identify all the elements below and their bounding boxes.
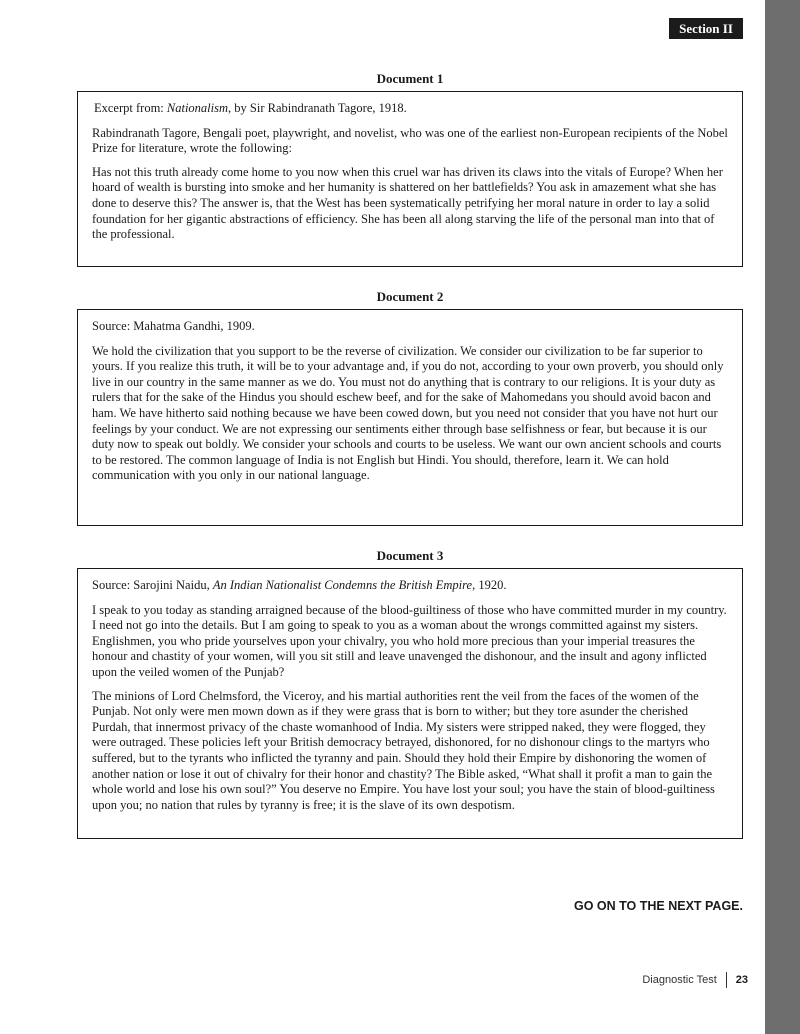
section-label: Section II bbox=[669, 18, 743, 39]
document-1-body: Has not this truth already come home to you now when this cruel war has driven its claws into the vitals of Europe? When her hoard of wealth is bursting into smoke and her humanity is shattered on her battlefields? You ask in amazement what she has done to deserve this? The answer is, that the West has been systematically petrifying her moral nature in order to lay a solid foundation for her gigantic abstractions of efficiency. She has been all along starving the life of the personal man into that of the professional. bbox=[92, 164, 723, 242]
document-3-work-title: An Indian Nationalist Condemns the British Empire bbox=[212, 578, 473, 592]
document-2-box bbox=[77, 309, 743, 526]
document-3-paragraph-1: I speak to you today as standing arraigned because of the blood-guiltiness of those who have committed murder in my country. I need not go into the details. But I am going to speak to you as a woman about the wrongs committed against my sisters. Englishmen, you who pride yourselves upon your chivalry, you who hold more precious than your imperial treasures the honour and chastity of your women, will you sit still and leave unavenged the dishonour, and the insult and agony inflicted upon the veiled women of the Punjab? bbox=[92, 602, 727, 679]
document-3-source: Source: Sarojini Naidu, An Indian Nationalist Condemns the British Empire, 1920. bbox=[92, 578, 507, 592]
side-bar bbox=[765, 0, 800, 1034]
document-2-title: Document 2 bbox=[376, 289, 444, 304]
document-1-intro: Rabindranath Tagore, Bengali poet, playwright, and novelist, who was one of the earliest non-European recipients of the Nobel Prize for literature, wrote the following: bbox=[92, 125, 728, 156]
footer-label: Diagnostic Test bbox=[642, 974, 717, 986]
document-2-source: Source: Mahatma Gandhi, 1909. bbox=[92, 319, 255, 333]
go-on-next-page: GO ON TO THE NEXT PAGE. bbox=[573, 899, 743, 913]
page-footer bbox=[642, 972, 748, 988]
document-1-work-title: Nationalism bbox=[166, 101, 229, 115]
document-3-paragraph-2: The minions of Lord Chelmsford, the Viceroy, and his martial authorities rent the veil from the faces of the women of the Punjab. Not only were men mown down as if they were grass that is born to wither; but they tore asunder the cherished Purdah, that innermost privacy of the chaste womanhood of India. My sisters were stripped naked, they were flogged, they were outraged. These policies left your British democracy betrayed, dishonored, for no dishonour clings to the martyrs who suffered, but to the tyrants who inflicted the tyranny and pain. Should they hold their Empire by dishonoring the women of another nation or lose it out of chivalry for their honor and chastity? The Bible asked, “What shall it profit a man to gain the whole world and lose his own soul?” You deserve no Empire. You have lost your soul; you have the stain of blood-guiltiness upon you; no nation that rules by tyranny is free; it is the slave of its own despotism. bbox=[92, 688, 715, 812]
document-1-source: Excerpt from: Nationalism, by Sir Rabindranath Tagore, 1918. bbox=[94, 101, 407, 115]
document-3-box bbox=[77, 568, 743, 839]
footer-divider bbox=[726, 972, 727, 988]
document-3-title: Document 3 bbox=[376, 548, 444, 563]
document-1-title: Document 1 bbox=[376, 71, 444, 86]
document-2-body: We hold the civilization that you support to be the reverse of civilization. We consider our civilization to be far superior to yours. If you realize this truth, it will be to your advantage and, if you do not, according to your own proverb, you should only live in our country in the same manner as we do. You must not do anything that is contrary to our religions. It is your duty as rulers that for the sake of the Hindus you should eschew beef, and for the sake of Mahomedans you should avoid bacon and ham. We have hitherto said nothing because we have been cowed down, but you need not consider that you have not hurt our feelings by your conduct. We are not expressing our sentiments either through base selfishness or fear, but because it is our duty now to speak out boldly. We consider your schools and courts to be useless. We want our own ancient schools and courts to be restored. The common language of India is not English but Hindi. You should, therefore, learn it. We can hold communication with you only in our national language. bbox=[92, 343, 724, 483]
page-number: 23 bbox=[735, 974, 748, 986]
document-1-box bbox=[77, 91, 743, 267]
